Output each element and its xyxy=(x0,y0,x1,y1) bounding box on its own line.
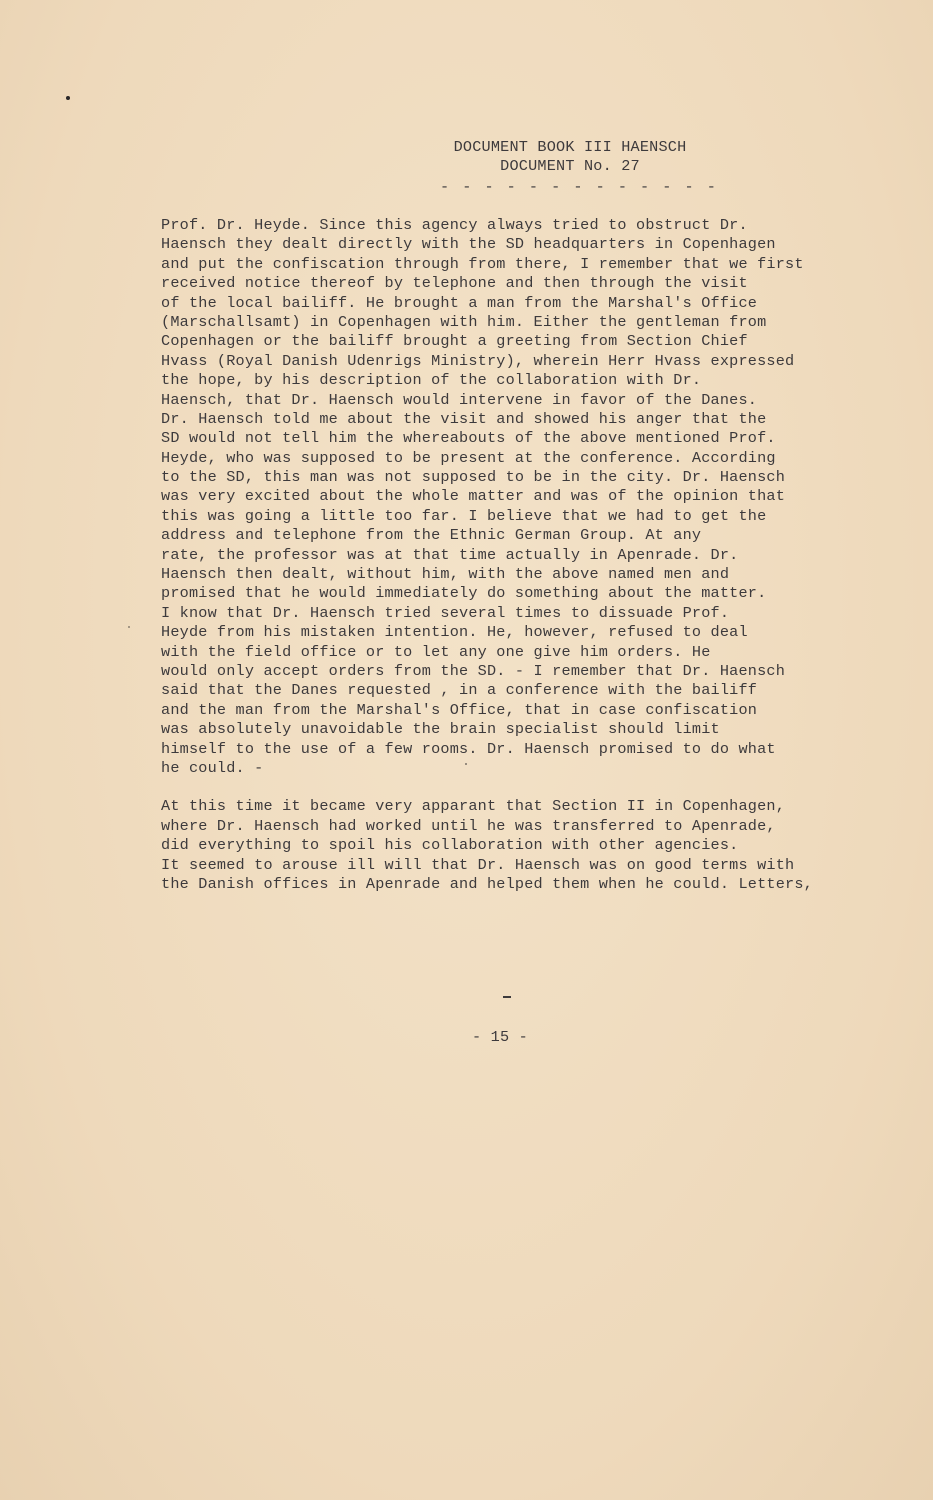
text-line: Dr. Haensch told me about the visit and showed his anger that the xyxy=(161,409,767,428)
text-line: rate, the professor was at that time actually in Apenrade. Dr. xyxy=(161,545,739,564)
text-line: Haensch they dealt directly with the SD headquarters in Copenhagen xyxy=(161,235,776,254)
paragraph-1 xyxy=(161,216,861,778)
text-line: At this time it became very apparant that Section II in Copenhagen, xyxy=(161,797,786,816)
text-line: himself to the use of a few rooms. Dr. Haensch promised to do what xyxy=(161,739,776,758)
text-line: Prof. Dr. Heyde. Since this agency always tried to obstruct Dr. xyxy=(161,216,748,234)
text-line: Heyde, who was supposed to be present at the conference. According xyxy=(161,448,776,467)
text-line: where Dr. Haensch had worked until he was transferred to Apenrade, xyxy=(161,816,776,835)
text-line: Haensch then dealt, without him, with the above named men and xyxy=(161,565,730,584)
text-line: It seemed to arouse ill will that Dr. Haensch was on good terms with xyxy=(161,855,795,874)
text-line: Heyde from his mistaken intention. He, however, refused to deal xyxy=(161,623,748,642)
text-line: Hvass (Royal Danish Udenrigs Ministry), wherein Herr Hvass expressed xyxy=(161,351,795,370)
text-line: Copenhagen or the bailiff brought a greeting from Section Chief xyxy=(161,332,748,351)
header-dashed-rule: - - - - - - - - - - - - - xyxy=(440,178,718,196)
document-body xyxy=(161,216,861,894)
text-line: with the field office or to let any one give him orders. He xyxy=(161,642,711,661)
paper-speck xyxy=(66,96,70,100)
text-line: promised that he would immediately do something about the matter. xyxy=(161,584,767,603)
text-line: to the SD, this man was not supposed to be in the city. Dr. Haensch xyxy=(161,468,786,487)
text-line: and put the confiscation through from there, I remember that we first xyxy=(161,254,804,273)
text-line: would only accept orders from the SD. - I remember that Dr. Haensch xyxy=(161,661,786,680)
text-line: said that the Danes requested , in a conference with the bailiff xyxy=(161,681,758,700)
text-line: SD would not tell him the whereabouts of the above mentioned Prof. xyxy=(161,429,776,448)
text-line: I know that Dr. Haensch tried several times to dissuade Prof. xyxy=(161,603,730,622)
text-line: address and telephone from the Ethnic German Group. At any xyxy=(161,526,702,545)
text-line: was absolutely unavoidable the brain specialist should limit xyxy=(161,720,720,739)
paragraph-2 xyxy=(161,797,861,894)
text-line: of the local bailiff. He brought a man from the Marshal's Office xyxy=(161,293,758,312)
text-line: Haensch, that Dr. Haensch would intervene in favor of the Danes. xyxy=(161,390,758,409)
text-line: did everything to spoil his collaboration with other agencies. xyxy=(161,836,739,855)
paragraph-spacer xyxy=(161,778,861,797)
text-line: this was going a little too far. I believe that we had to get the xyxy=(161,506,767,525)
document-header xyxy=(440,138,718,197)
text-line: and the man from the Marshal's Office, that in case confiscation xyxy=(161,700,758,719)
stray-dash-mark xyxy=(503,996,511,998)
document-number: DOCUMENT No. 27 xyxy=(500,157,640,175)
text-line: the Danish offices in Apenrade and helped them when he could. Letters, xyxy=(161,874,813,893)
text-line: was very excited about the whole matter and was of the opinion that xyxy=(161,487,786,506)
paper-speck xyxy=(128,626,130,628)
text-line: he could. - xyxy=(161,758,264,777)
text-line: the hope, by his description of the collaboration with Dr. xyxy=(161,371,702,390)
text-line: (Marschallsamt) in Copenhagen with him. Either the gentleman from xyxy=(161,312,767,331)
document-book-title: DOCUMENT BOOK III HAENSCH xyxy=(453,138,687,156)
text-line: received notice thereof by telephone and then through the visit xyxy=(161,274,748,293)
page-number: - 15 - xyxy=(472,1028,528,1046)
